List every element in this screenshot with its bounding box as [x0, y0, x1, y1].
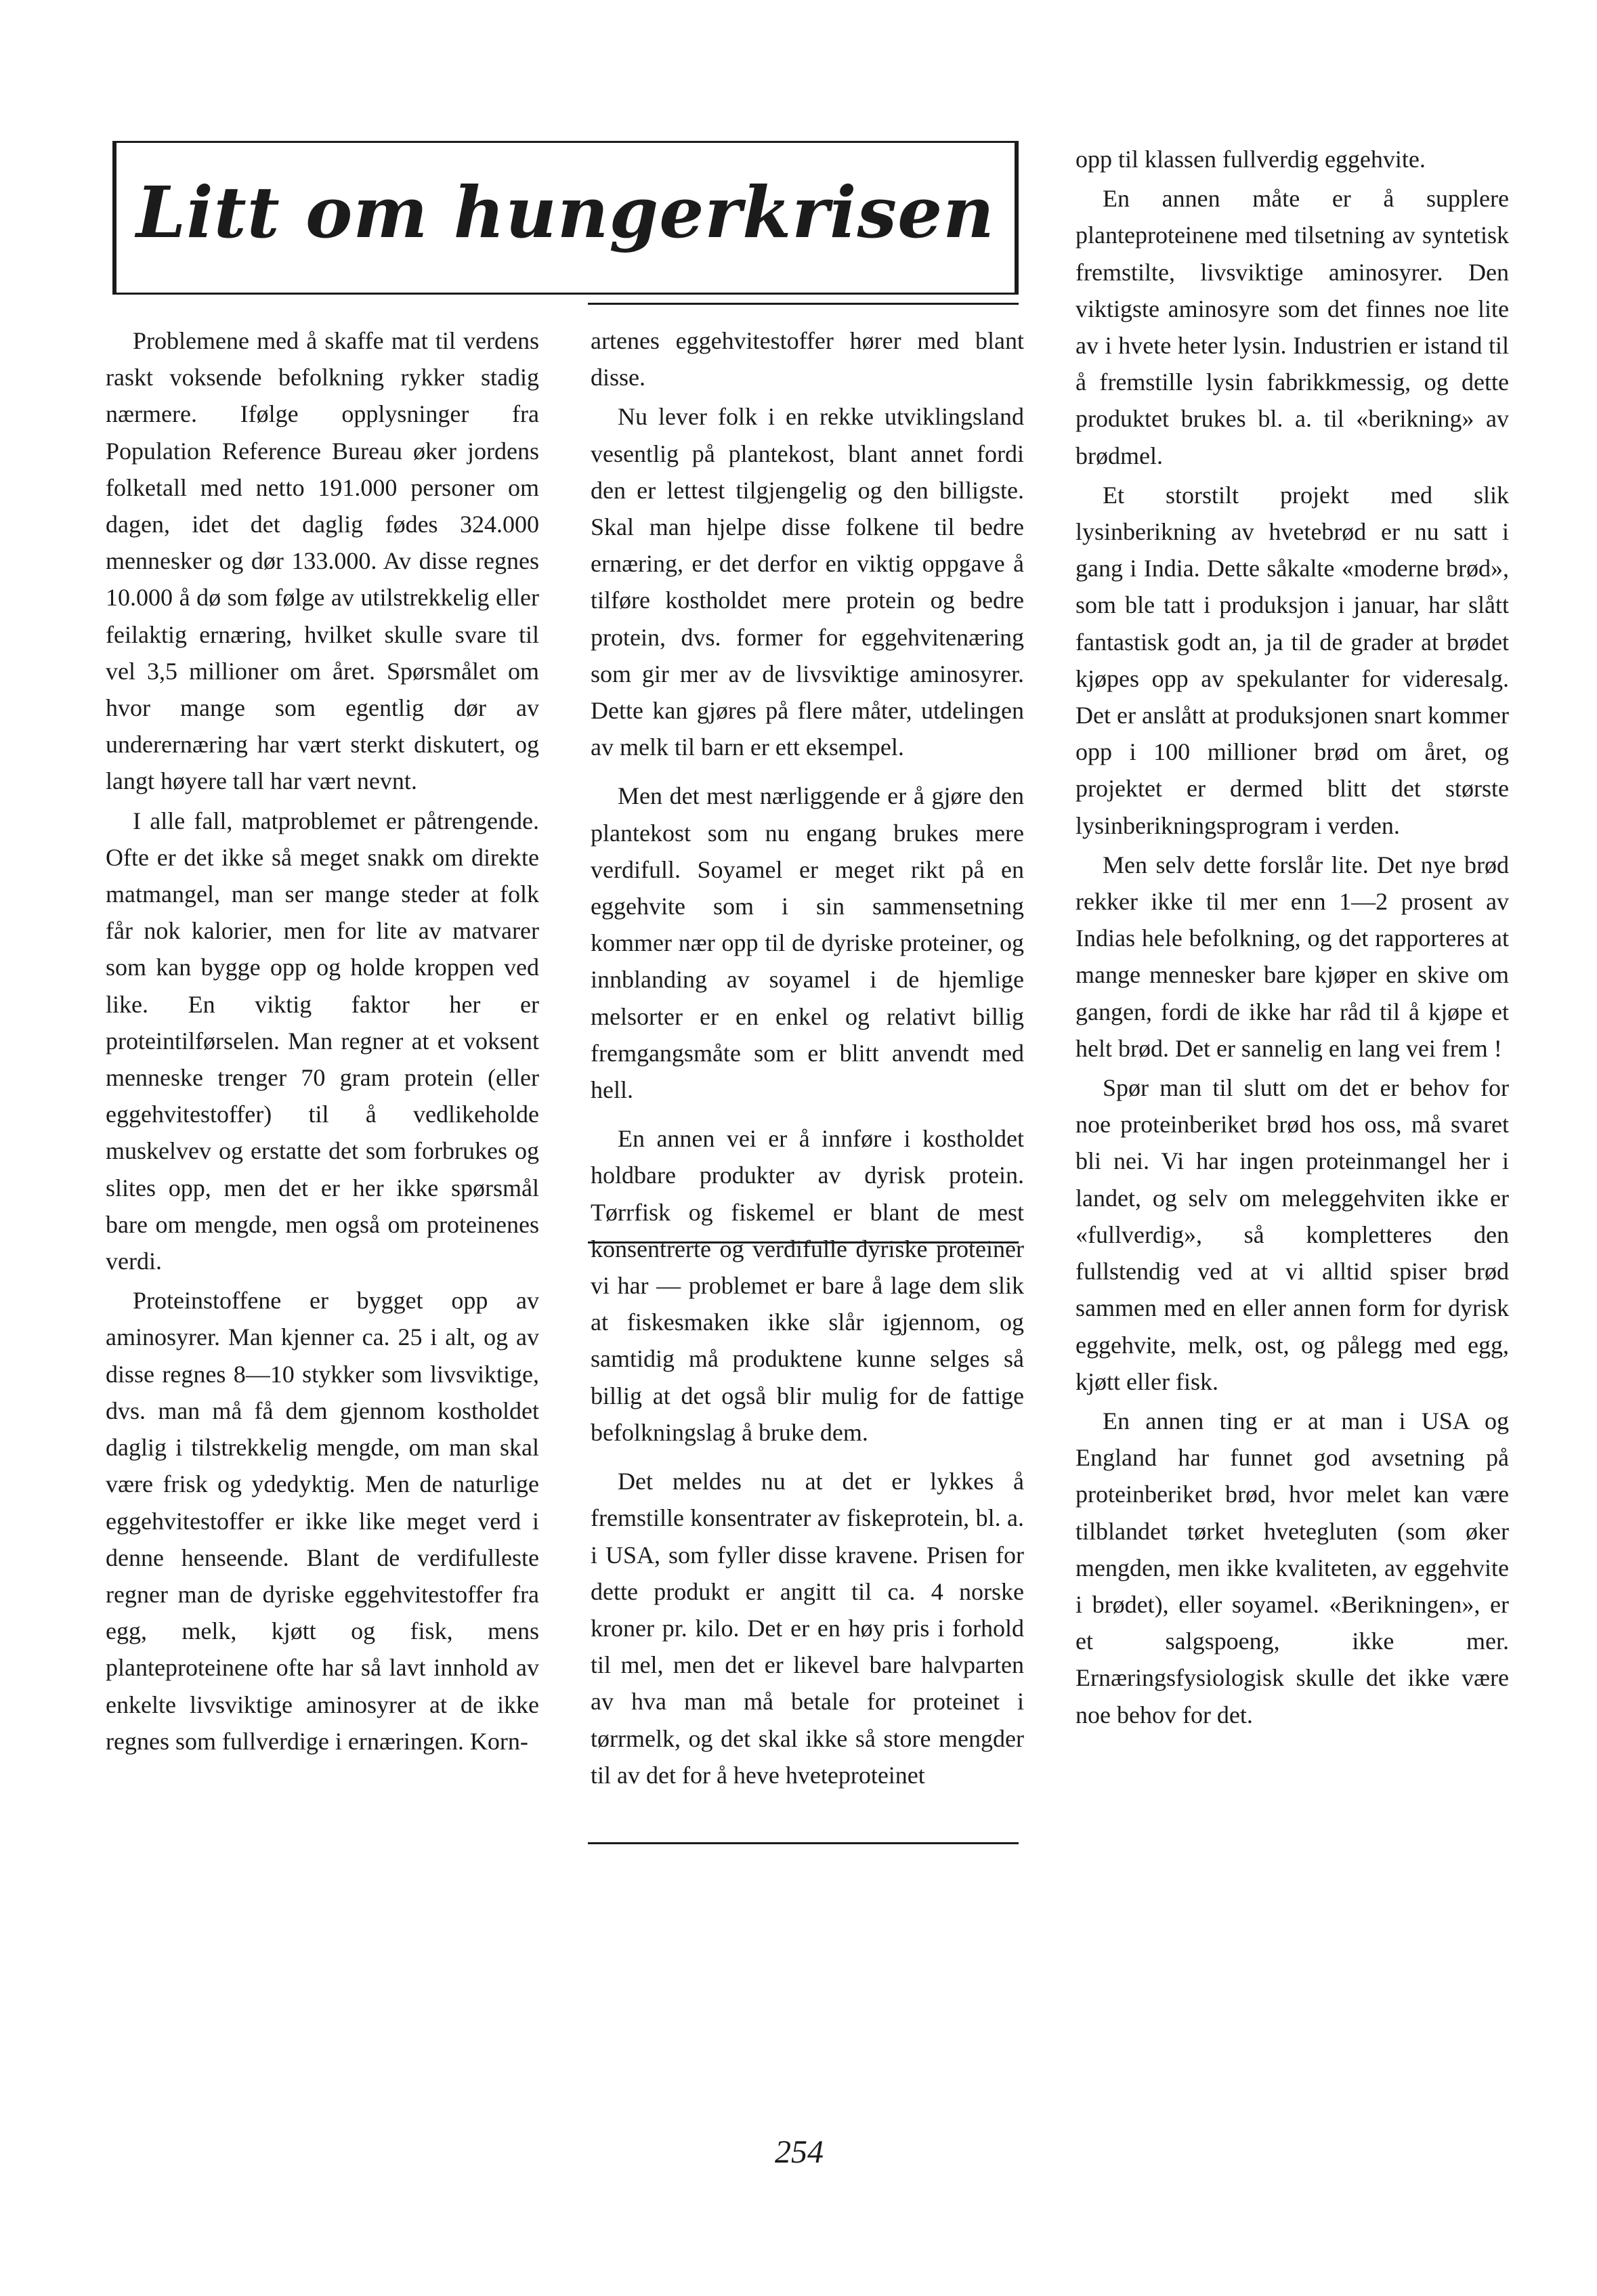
paragraph: artenes eggehvitestoffer hører med blant disse. — [591, 327, 1024, 391]
paragraph: Nu lever folk i en rekke utviklingsland vesentlig på plantekost, blant annet fordi den er lettest tilgjengelig og den billigste. Skal man hjelpe disse folkene til bedre ernæring, er det derfor en viktig oppgave å tilføre kostholdet mere protein og bedre protein, dvs. former for eggehvitenæring som gir mer av de livsviktige aminosyrer. Dette kan gjøres på flere måter, utdelingen av melk til barn er ett eksempel. — [591, 403, 1024, 761]
column-divider-rule — [588, 303, 1019, 305]
paragraph: I alle fall, matproblemet er påtrengende. Ofte er det ikke så meget snakk om direkte matmangel, man ser mange steder at folk får nok kalorier, men for lite av matvarer som kan bygge opp og holde kroppen ved like. En viktig faktor her er proteintilførselen. Man regner at et voksent menneske trenger 70 gram protein (eller eggehvitestoffer) til å vedlikeholde muskelvev og erstatte det som forbrukes og slites opp, men det er her ikke spørsmål bare om mengde, men også om proteinenes verdi. — [106, 807, 539, 1275]
paragraph: opp til klassen fullverdig eggehvite. — [1076, 146, 1426, 173]
paragraph: Problemene med å skaffe mat til verdens raskt voksende befolkning rykker stadig nærmere. Ifølge opplysninger fra Population Reference Bureau øker jordens folketall med netto 191.000 personer om dagen, idet det daglig fødes 324.000 mennesker og dør 133.000. Av disse regnes 10.000 å dø som følge av utilstrekkelig eller feilaktig ernæring, hvilket skulle svare til vel 3,5 millioner om året. Spørsmålet om hvor mange som egentlig dør av underernæring har vært sterkt diskutert, og langt høyere tall har vært nevnt. — [106, 327, 539, 795]
paragraph: En annen måte er å supplere planteproteinene med tilsetning av syntetisk fremstilte, livsviktige aminosyrer. Den viktigste aminosyre som det finnes noe lite av i hvete heter lysin. Industrien er istand til å fremstille lysin fabrikkmessig, og dette produktet brukes bl. a. til «berikning» av brødmel. — [1076, 185, 1509, 469]
page-number: 254 — [775, 2134, 824, 2170]
column-divider-rule — [588, 1842, 1019, 1844]
paragraph: Men det mest nærliggende er å gjøre den plantekost som nu engang brukes mere verdifull. Soyamel er meget rikt på en eggehvite som i sin sammensetning kommer nær opp til de dyriske proteiner, og innblanding av soyamel i de hjemlige melsorter er en enkel og relativt billig fremgangsmåte som er blitt anvendt med hell. — [591, 782, 1024, 1104]
paragraph: Spør man til slutt om det er behov for noe proteinberiket brød hos oss, må svaret bli nei. Vi har ingen proteinmangel her i landet, og selv om meleggehviten ikke er «fullverdig», så kompletteres den fullstendig ved at vi alltid spiser brød sammen med en eller annen form for dyrisk eggehvite, melk, ost, og pålegg med egg, kjøtt eller fisk. — [1076, 1074, 1509, 1395]
paragraph: Et storstilt projekt med slik lysinberikning av hvetebrød er nu satt i gang i India. Dette såkalte «moderne brød», som ble tatt i produksjon i januar, har slått fantastisk godt an, ja til de grader at brødet kjøpes opp av spekulanter for videresalg. Det er anslått at produksjonen snart kommer opp i 100 millioner brød om året, og projektet er dermed blitt det største lysinberikningsprogram i verden. — [1076, 481, 1509, 839]
article-title: Litt om hungerkrisen — [136, 171, 995, 254]
paragraph: Men selv dette forslår lite. Det nye brød rekker ikke til mer enn 1—2 prosent av Indias hele befolkning, og det rapporteres at mange mennesker bare kjøper en skive om gangen, fordi de ikke har råd til å kjøpe et helt brød. Det er sannelig en lang vei frem ! — [1076, 851, 1509, 1062]
column-3 — [1076, 141, 1509, 1736]
paragraph: Proteinstoffene er bygget opp av aminosyrer. Man kjenner ca. 25 i alt, og av disse regnes 8—10 stykker som livsviktige, dvs. man må få dem gjennom kostholdet daglig i tilstrekkelig mengde, om man skal være frisk og ydedyktig. Men de naturlige eggehvitestoffer er ikke like meget verd i denne henseende. Blant de verdifulleste regner man de dyriske eggehvitestoffer fra egg, melk, kjøtt og fisk, mens planteproteinene ofte har så lavt innhold av enkelte livsviktige aminosyrer at de ikke regnes som fullverdige i ernæringen. Korn- — [106, 1287, 539, 1755]
title-box — [112, 141, 1019, 295]
paragraph: En annen ting er at man i USA og England har funnet god avsetning på proteinberiket brød, hvor melet kan være tilblandet tørket hvetegluten (som øker mengden, men ikke kvaliteten, av eggehvite i brødet), eller soyamel. «Berikningen», er et salgspoeng, ikke mer. Ernæringsfysiologisk skulle det ikke være noe behov for det. — [1076, 1407, 1509, 1728]
column-2 — [591, 322, 1024, 1796]
column-1 — [106, 322, 539, 1762]
paragraph: En annen vei er å innføre i kostholdet holdbare produkter av dyrisk protein. Tørrfisk og fiskemel er blant de mest konsentrerte og verdifulle dyriske proteiner vi har — problemet er bare å lage dem slik at fiskesmaken ikke slår igjennom, og samtidig må produktene kunne selges så billig at det også blir mulig for de fattige befolkningslag å bruke dem. — [591, 1125, 1024, 1446]
paragraph: Det meldes nu at det er lykkes å fremstille konsentrater av fiskeprotein, bl. a. i USA, som fyller disse kravene. Prisen for dette produkt er angitt til ca. 4 norske kroner pr. kilo. Det er en høy pris i forhold til mel, men det er likevel bare halvparten av hva man må betale for proteinet i tørrmelk, og det skal ikke så store mengder til av det for å heve hveteproteinet — [591, 1468, 1024, 1789]
